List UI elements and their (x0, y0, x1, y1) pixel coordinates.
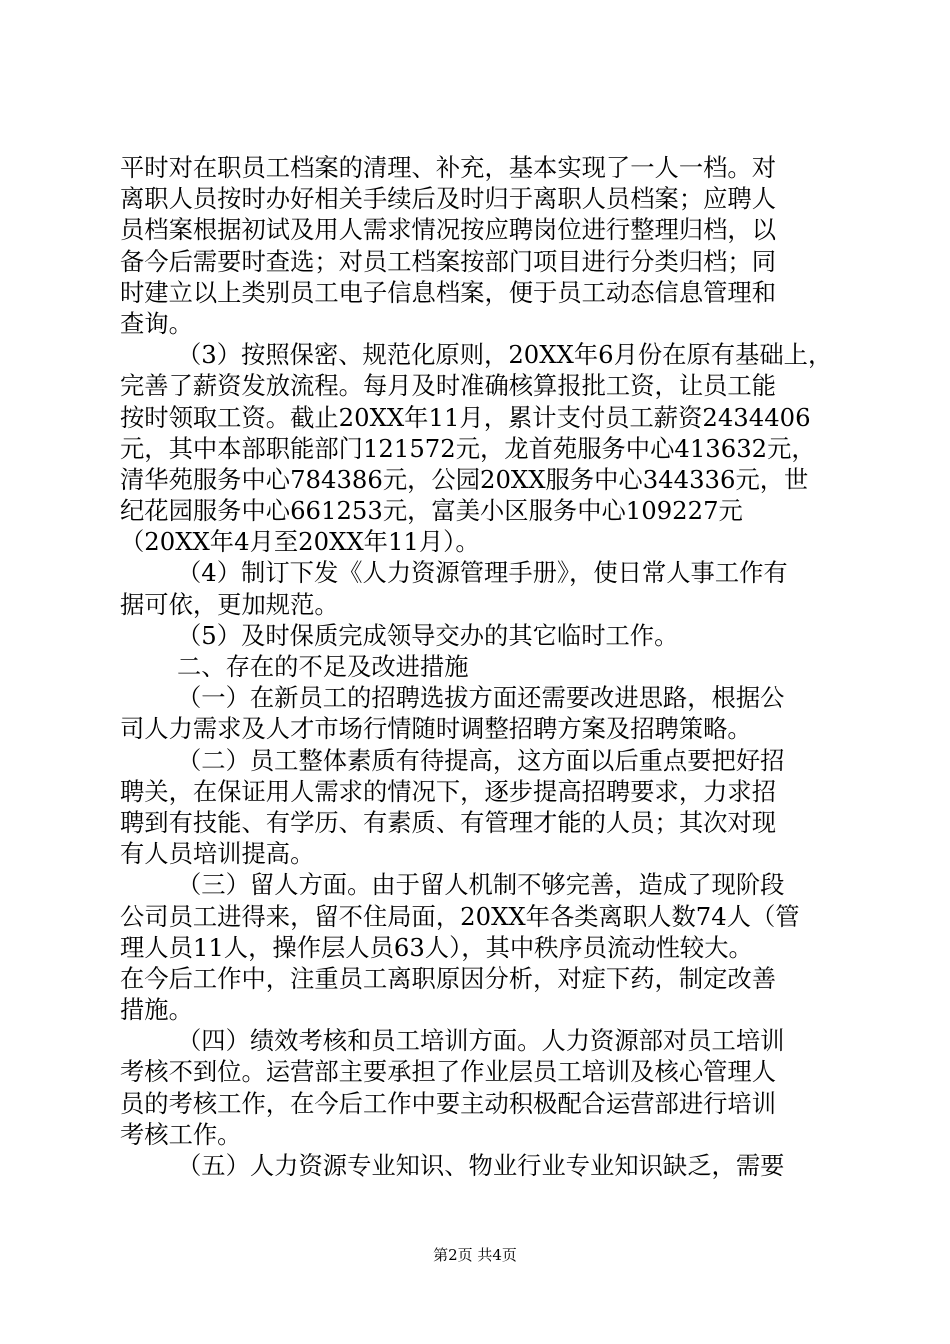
text-line: 司人力需求及人才市场行情随时调整招聘方案及招聘策略。 (120, 714, 752, 744)
text-line: 查询。 (120, 308, 193, 338)
text-line: 公司员工进得来，留不住局面，20XX年各类离职人数74人（管 (120, 901, 800, 931)
text-line: 元，其中本部职能部门121572元，龙首苑服务中心413632元， (120, 433, 816, 463)
text-line: （三）留人方面。由于留人机制不够完善，造成了现阶段 (177, 870, 785, 900)
text-line: （5）及时保质完成领导交办的其它临时工作。 (177, 620, 679, 650)
text-line: 据可依，更加规范。 (120, 589, 339, 619)
text-line: 员的考核工作，在今后工作中要主动积极配合运营部进行培训 (120, 1088, 777, 1118)
text-line: 考核不到位。运营部主要承担了作业层员工培训及核心管理人 (120, 1057, 777, 1087)
page-footer: 第2页 共4页 (433, 1246, 517, 1264)
text-line: 平时对在职员工档案的清理、补充，基本实现了一人一档。对 (120, 153, 777, 182)
text-line: （四）绩效考核和员工培训方面。人力资源部对员工培训 (177, 1026, 785, 1056)
text-line: 二、存在的不足及改进措施 (177, 652, 469, 681)
text-line: （20XX年4月至20XX年11月）。 (120, 527, 480, 557)
text-line: （4）制订下发《人力资源管理手册》，使日常人事工作有 (177, 558, 788, 588)
text-line: 清华苑服务中心784386元，公园20XX服务中心344336元，世 (120, 464, 809, 494)
text-line: 有人员培训提高。 (120, 839, 315, 869)
text-line: 备今后需要时查选；对员工档案按部门项目进行分类归档；同 (120, 246, 777, 276)
text-line: 聘关，在保证用人需求的情况下，逐步提高招聘要求，力求招 (120, 776, 777, 806)
text-line: 在今后工作中，注重员工离职原因分析，对症下药，制定改善 (120, 963, 777, 993)
text-line: 聘到有技能、有学历、有素质、有管理才能的人员；其次对现 (120, 807, 777, 837)
text-line: 措施。 (120, 995, 193, 1025)
text-line: （3）按照保密、规范化原则，20XX年6月份在原有基础上， (177, 340, 833, 370)
text-line: （二）员工整体素质有待提高，这方面以后重点要把好招 (177, 745, 785, 775)
text-line: 考核工作。 (120, 1119, 242, 1149)
text-line: （五）人力资源专业知识、物业行业专业知识缺乏，需要 (177, 1151, 785, 1180)
text-line: 纪花园服务中心661253元，富美小区服务中心109227元 (120, 496, 743, 526)
document-body (120, 152, 835, 1181)
text-line: 理人员11人，操作层人员63人），其中秩序员流动性较大。 (120, 932, 753, 962)
text-line: 员档案根据初试及用人需求情况按应聘岗位进行整理归档，以 (120, 215, 777, 245)
text-line: （一）在新员工的招聘选拔方面还需要改进思路，根据公 (177, 683, 785, 713)
text-line: 完善了薪资发放流程。每月及时准确核算报批工资，让员工能 (120, 371, 777, 401)
text-line: 按时领取工资。截止20XX年11月，累计支付员工薪资2434406 (120, 402, 811, 432)
text-line: 时建立以上类别员工电子信息档案，便于员工动态信息管理和 (120, 277, 777, 307)
text-line: 离职人员按时办好相关手续后及时归于离职人员档案；应聘人 (120, 184, 777, 214)
